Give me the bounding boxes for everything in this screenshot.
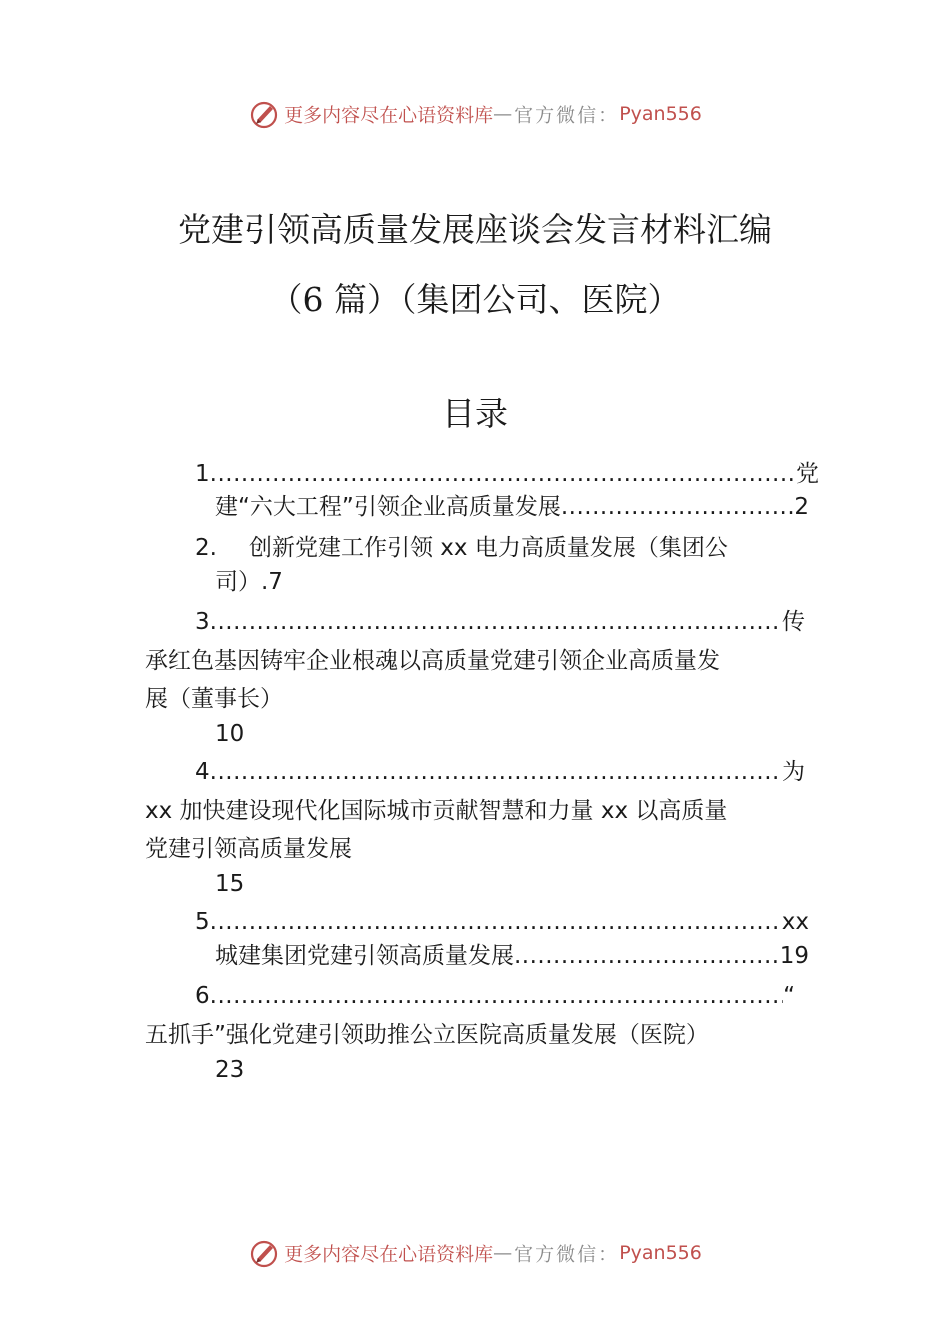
watermark-official-label: 官方微信： bbox=[514, 1243, 620, 1266]
toc-item-4-page[interactable]: 15 bbox=[215, 871, 245, 897]
toc-item-lead-in: “ bbox=[783, 983, 795, 1009]
toc-item-6-line-2[interactable]: 五抓手”强化党建引领助推公立医院高质量发展（医院） bbox=[145, 1022, 709, 1048]
toc-leader-dots bbox=[514, 941, 780, 971]
toc-item-title: 建“六大工程”引领企业高质量发展 bbox=[215, 494, 561, 520]
toc-item-title-cont: 司）.7 bbox=[215, 569, 283, 595]
toc-item-lead-in: 传 bbox=[782, 609, 805, 635]
toc-item-3-page[interactable]: 10 bbox=[215, 721, 245, 747]
toc-item-4-line-1[interactable] bbox=[195, 757, 805, 787]
toc-item-number: 4 bbox=[195, 759, 210, 785]
toc-item-5-line-1[interactable] bbox=[195, 907, 809, 937]
toc-item-number: 2. bbox=[195, 535, 217, 561]
brand-logo-icon bbox=[248, 1237, 280, 1269]
toc-item-number: 5 bbox=[195, 909, 210, 935]
watermark-wechat-id: Pyan556 bbox=[619, 103, 702, 125]
document-title-line-2: （6 篇）（集团公司、医院） bbox=[269, 280, 681, 319]
toc-item-title: 创新党建工作引领 xx 电力高质量发展（集团公 bbox=[249, 535, 728, 561]
toc-item-number: 3 bbox=[195, 609, 210, 635]
toc-item-lead-in: 为 bbox=[782, 759, 805, 785]
toc-item-2-line-1[interactable] bbox=[195, 533, 728, 563]
toc-item-number: 6 bbox=[195, 983, 210, 1009]
toc-leader-dots bbox=[561, 492, 795, 522]
toc-leader-dots bbox=[210, 459, 796, 489]
toc-item-page: 2 bbox=[794, 494, 809, 520]
watermark-separator: — bbox=[493, 1242, 515, 1264]
toc-item-6-line-1[interactable] bbox=[195, 981, 795, 1011]
toc-heading: 目录 bbox=[442, 394, 508, 433]
watermark-brand-text: 更多内容尽在心语资料库 bbox=[284, 104, 494, 127]
watermark-official-label: 官方微信： bbox=[514, 104, 620, 127]
watermark-separator: — bbox=[493, 103, 515, 125]
toc-item-3-line-3[interactable]: 展（董事长） bbox=[145, 686, 283, 712]
toc-item-5-line-2[interactable] bbox=[215, 941, 809, 971]
watermark-brand-text: 更多内容尽在心语资料库 bbox=[284, 1243, 494, 1266]
toc-item-4-line-3[interactable]: 党建引领高质量发展 bbox=[145, 836, 352, 862]
toc-leader-dots bbox=[210, 757, 782, 787]
toc-item-4-line-2[interactable]: xx 加快建设现代化国际城市贡献智慧和力量 xx 以高质量 bbox=[145, 798, 728, 824]
toc-item-1-line-1[interactable] bbox=[195, 459, 819, 489]
toc-leader-dots bbox=[210, 981, 783, 1011]
header-watermark bbox=[0, 98, 950, 130]
toc-leader-dots bbox=[210, 607, 782, 637]
toc-item-1-line-2[interactable] bbox=[215, 492, 809, 522]
toc-item-3-line-1[interactable] bbox=[195, 607, 805, 637]
toc-item-number: 1 bbox=[195, 461, 210, 487]
toc-leader-dots bbox=[210, 907, 782, 937]
watermark-wechat-id: Pyan556 bbox=[619, 1242, 702, 1264]
toc-item-2-line-2[interactable] bbox=[215, 567, 283, 597]
toc-item-lead-in: xx bbox=[781, 909, 809, 935]
toc-item-page: 19 bbox=[779, 943, 809, 969]
toc-item-lead-in: 党 bbox=[796, 461, 819, 487]
toc-item-title: 城建集团党建引领高质量发展 bbox=[215, 943, 514, 969]
footer-watermark bbox=[0, 1237, 950, 1269]
document-title-line-1: 党建引领高质量发展座谈会发言材料汇编 bbox=[178, 210, 772, 249]
brand-logo-icon bbox=[248, 98, 280, 130]
toc-item-3-line-2[interactable]: 承红色基因铸牢企业根魂以高质量党建引领企业高质量发 bbox=[145, 648, 720, 674]
toc-item-6-page[interactable]: 23 bbox=[215, 1057, 245, 1083]
